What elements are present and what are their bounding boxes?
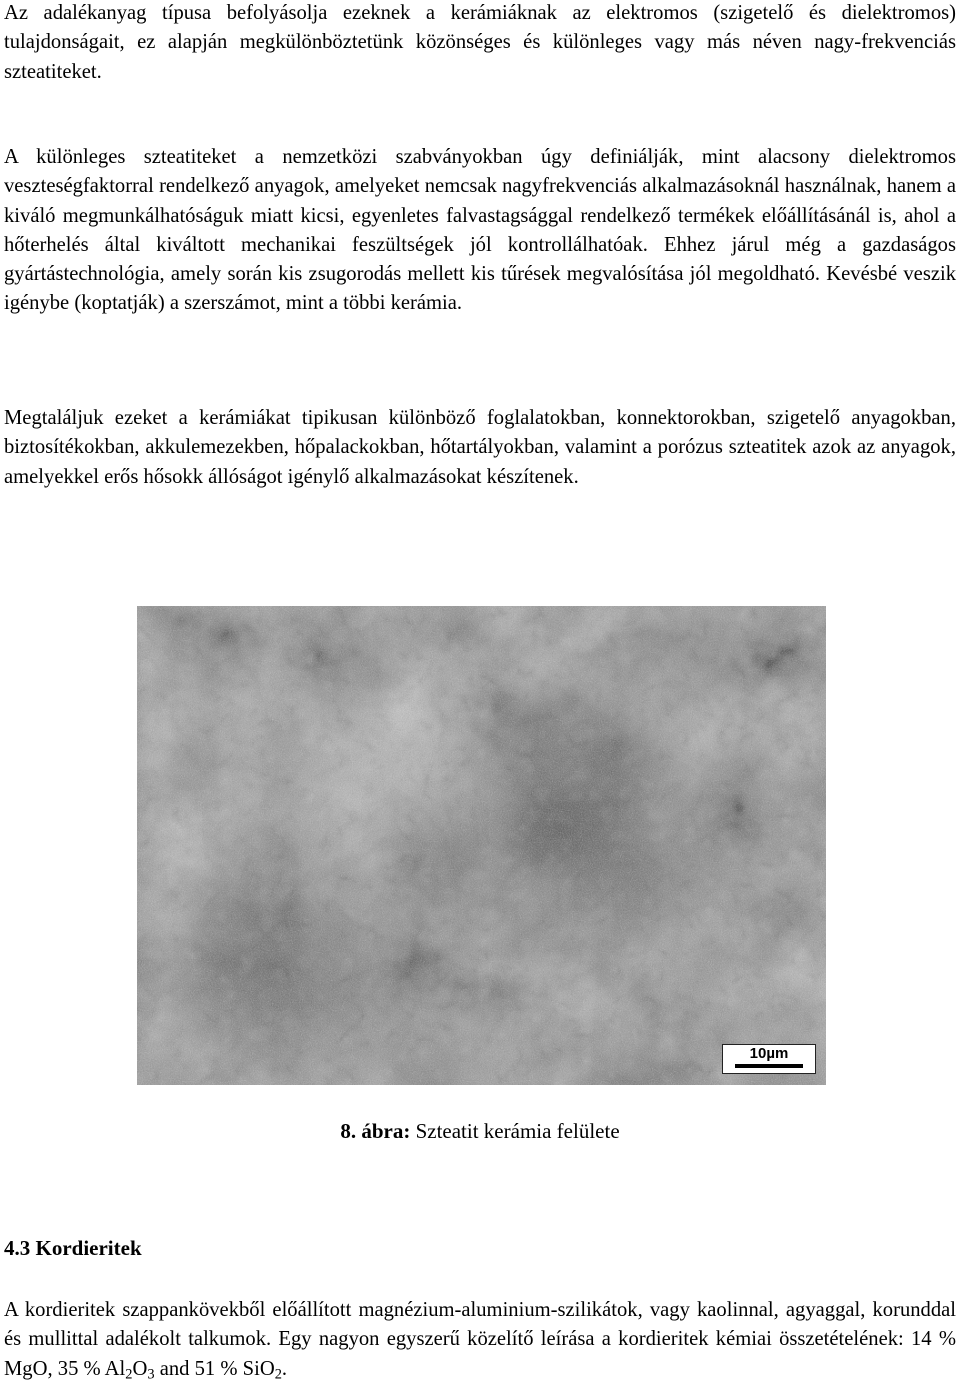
subscript-al: 2 bbox=[125, 1366, 133, 1383]
micrograph-texture bbox=[137, 606, 826, 1085]
paragraph-applications: Megtaláljuk ezeket a kerámiákat tipikusan különböző foglalatokban, konnektorokban, szigetelő anyagokban, biztosítékokban, akkulemezekben, hőpalackokban, hőtartályokban, valamint a porózus szteatitek azok az anyagok, amelyekkel erős hősokk állóságot igénylő alkalmazásokat készítenek. bbox=[4, 407, 956, 488]
cordierite-text: A kordieritek szappankövekből előállított magnézium-aluminium-szilikátok, vagy kaolinnal, agyaggal, korunddal és mullittal adalékolt talkumok. Egy nagyon egyszerű közelítő leírása a kordieritek kémiai összetételének: 14 % MgO, 35 % Al bbox=[4, 1299, 956, 1380]
paragraph-special-steatites: A különleges szteatiteket a nemzetközi szabványokban úgy definiálják, mint alacsony dielektromos veszteségfaktorral rendelkező anyagok, amelyeket nemcsak nagyfrekvenciás alkalmazásoknál használnak, hanem a kiváló megmunkálhatóságuk miatt kicsi, egyenletes falvastagsággal rendelkező termékek előállításánál is, ahol a hőterhelés által kiváltott mechanikai feszültségek jól kontrollálhatóak. Ehhez járul még a gazdaságos gyártástechnológia, amely során kis zsugorodás mellett kis tűrések megvalósítása jól megoldható. Kevésbé veszik igénybe (koptatják) a szerszámot, mint a többi kerámia. bbox=[4, 146, 956, 315]
figure-caption-number: 8. ábra: bbox=[340, 1119, 411, 1143]
figure-caption-text: Szteatit kerámia felülete bbox=[410, 1119, 620, 1143]
paragraph-additive-type: Az adalékanyag típusa befolyásolja ezeknek a kerámiáknak az elektromos (szigetelő és dielektromos) tulajdonságait, ez alapján megkülönböztetünk közönséges és különleges vagy más néven nagy-frekvenciás szteatiteket. bbox=[4, 2, 956, 83]
figure-caption bbox=[0, 1116, 960, 1146]
steatite-surface-micrograph bbox=[137, 606, 826, 1085]
paragraph-cordierites bbox=[4, 1296, 956, 1384]
formula-and-sio: and 51 % SiO bbox=[154, 1357, 275, 1380]
section-heading: 4.3 Kordieritek bbox=[4, 1236, 142, 1260]
subscript-o: 3 bbox=[147, 1366, 155, 1383]
scale-bar bbox=[722, 1044, 816, 1074]
formula-o: O bbox=[132, 1357, 148, 1380]
subscript-si: 2 bbox=[274, 1366, 282, 1383]
scale-bar-line bbox=[735, 1064, 803, 1068]
scale-bar-label: 10µm bbox=[749, 1045, 789, 1062]
formula-end: . bbox=[281, 1357, 288, 1380]
